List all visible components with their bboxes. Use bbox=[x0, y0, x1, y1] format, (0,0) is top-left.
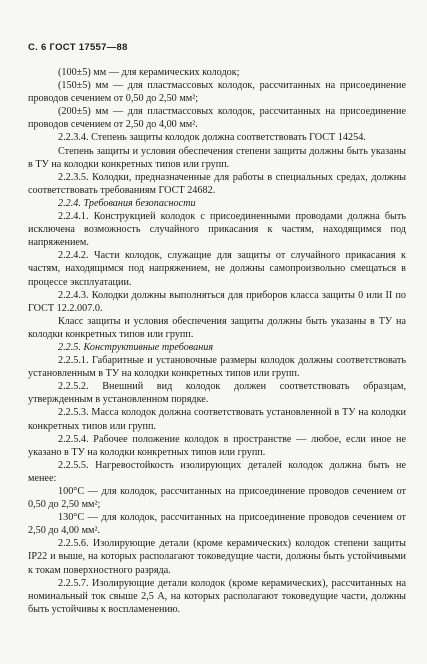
document-body bbox=[28, 66, 406, 616]
paragraph: 2.2.5.3. Масса колодок должна соответствовать установленной в ТУ на колодки конкретных типов или групп. bbox=[28, 407, 406, 432]
paragraph: (200±5) мм — для пластмассовых колодок, рассчитанных на присоединение проводов сечением от 2,50 до 4,00 мм². bbox=[28, 106, 406, 131]
paragraph: 2.2.5.6. Изолирующие детали (кроме керамических) колодок степени защиты IP22 и выше, на которых располагают токоведущие части, должны быть устойчивыми к токам поверхностного разряда. bbox=[28, 538, 406, 576]
paragraph: (150±5) мм — для пластмассовых колодок, рассчитанных на присоединение проводов сечением от 0,50 до 2,50 мм²; bbox=[28, 80, 406, 105]
paragraph: 2.2.5.1. Габаритные и установочные размеры колодок должны соответствовать установленным в ТУ на колодки конкретных типов или групп. bbox=[28, 355, 406, 380]
page-header: С. 6 ГОСТ 17557—88 bbox=[28, 42, 128, 53]
section-heading: 2.2.4. Требования безопасности bbox=[58, 197, 196, 209]
paragraph: 2.2.5.7. Изолирующие детали колодок (кроме керамических), рассчитанных на номинальный ток свыше 2,5 А, на которых располагают токоведущие части, должны быть устойчивы к воспламенению. bbox=[28, 577, 406, 615]
paragraph: 130°С — для колодок, рассчитанных на присоединение проводов сечением от 2,50 до 4,00 мм². bbox=[28, 512, 406, 537]
paragraph: 2.2.5.5. Нагревостойкость изолирующих деталей колодок должна быть не менее: bbox=[28, 459, 406, 484]
paragraph: (100±5) мм — для керамических колодок; bbox=[58, 67, 240, 78]
paragraph: 2.2.4.1. Конструкцией колодок с присоединенными проводами должна быть исключена возможность случайного прикасания к частям, находящимся под напряжением. bbox=[28, 211, 406, 249]
paragraph: 2.2.5.4. Рабочее положение колодок в пространстве — любое, если иное не указано в ТУ на колодки конкретных типов или групп. bbox=[28, 433, 406, 458]
section-heading: 2.2.5. Конструктивные требования bbox=[58, 341, 214, 353]
paragraph: 2.2.4.3. Колодки должны выполняться для приборов класса защиты 0 или II по ГОСТ 12.2.007.0. bbox=[28, 289, 406, 314]
paragraph: 2.2.3.5. Колодки, предназначенные для работы в специальных средах, должны соответствовать требованиям ГОСТ 24682. bbox=[28, 171, 406, 196]
paragraph: 2.2.3.4. Степень защиты колодок должна соответствовать ГОСТ 14254. bbox=[58, 132, 366, 144]
paragraph: Степень защиты и условия обеспечения степени защиты должны быть указаны в ТУ на колодки конкретных типов или групп. bbox=[28, 145, 406, 170]
paragraph: 2.2.5.2. Внешний вид колодок должен соответствовать образцам, утвержденным в установленном порядке. bbox=[28, 381, 406, 406]
paragraph: Класс защиты и условия обеспечения защиты должны быть указаны в ТУ на колодки конкретных типов или групп. bbox=[28, 315, 406, 340]
paragraph: 100°С — для колодок, рассчитанных на присоединение проводов сечением от 0,50 до 2,50 мм²; bbox=[28, 486, 406, 511]
paragraph: 2.2.4.2. Части колодок, служащие для защиты от случайного прикасания к частям, находящимся под напряжением, не должны самопроизвольно смещаться в процессе эксплуатации. bbox=[28, 250, 406, 288]
